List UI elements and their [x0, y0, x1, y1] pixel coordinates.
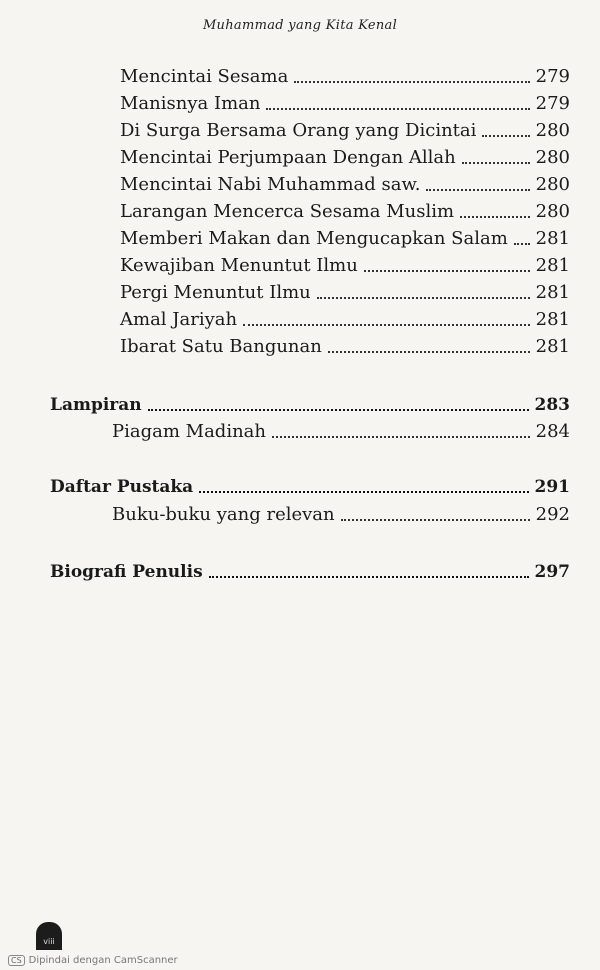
toc-entry-title: Mencintai Nabi Muhammad saw.: [120, 174, 421, 195]
toc-entry-page: 281: [535, 336, 570, 357]
toc-entry-page: 281: [535, 309, 570, 330]
toc-entry: [120, 93, 570, 115]
toc-entry: [120, 282, 570, 304]
toc-entry: [120, 147, 570, 169]
dot-leader: [462, 162, 530, 164]
toc-entry: [120, 66, 570, 88]
toc-entry-page: 280: [535, 174, 570, 195]
toc-entry-page: 280: [535, 147, 570, 168]
camscanner-icon: CS: [8, 955, 25, 966]
toc-entry-title: Pergi Menuntut Ilmu: [120, 282, 311, 303]
scanner-watermark: [8, 955, 178, 966]
dot-leader: [272, 436, 530, 438]
dot-leader: [364, 270, 530, 272]
dot-leader: [328, 351, 530, 353]
running-header: Muhammad yang Kita Kenal: [202, 18, 398, 33]
toc-entry-page: 281: [535, 282, 570, 303]
toc-entry-page: 281: [535, 255, 570, 276]
toc-entry-page: 279: [535, 66, 570, 87]
toc-entry: [120, 228, 570, 250]
toc-section-page: 291: [534, 477, 570, 497]
dot-leader: [209, 576, 529, 578]
toc-entry: [120, 336, 570, 358]
toc-entry-title: Mencintai Perjumpaan Dengan Allah: [120, 147, 456, 168]
toc-entry-page: 279: [535, 93, 570, 114]
dot-leader: [317, 297, 530, 299]
toc-section-page: 283: [534, 395, 570, 415]
page-number-tab: [36, 922, 62, 950]
dot-leader: [426, 189, 529, 191]
toc-entry-page: 280: [535, 120, 570, 141]
toc-entry: [120, 120, 570, 142]
toc-entry-page: 281: [535, 228, 570, 249]
toc-entry: [112, 421, 570, 443]
toc-section-title: Daftar Pustaka: [50, 477, 194, 497]
toc-entry-title: Mencintai Sesama: [120, 66, 289, 87]
toc-section-title: Biografi Penulis: [50, 562, 203, 582]
toc-entry-title: Buku-buku yang relevan: [112, 504, 335, 525]
dot-leader: [148, 409, 529, 411]
dot-leader: [341, 519, 530, 521]
toc-entry: [120, 309, 570, 331]
toc-entry: [112, 504, 570, 526]
dot-leader: [243, 324, 530, 326]
toc-entry-title: Di Surga Bersama Orang yang Dicintai: [120, 120, 477, 141]
dot-leader: [460, 216, 530, 218]
toc-section-title: Lampiran: [50, 395, 142, 415]
toc-entry: [120, 174, 570, 196]
toc-entry: [120, 255, 570, 277]
toc-entry-title: Larangan Mencerca Sesama Muslim: [120, 201, 455, 222]
toc-entry-title: Amal Jariyah: [120, 309, 238, 330]
toc-section-daftar-pustaka: [50, 476, 570, 498]
dot-leader: [482, 135, 529, 137]
toc-entry-page: 284: [535, 421, 570, 442]
toc-entry-title: Piagam Madinah: [112, 421, 267, 442]
toc-section-biografi-penulis: [50, 561, 570, 583]
dot-leader: [294, 81, 529, 83]
dot-leader: [199, 491, 528, 493]
toc-entry: [120, 201, 570, 223]
dot-leader: [266, 108, 529, 110]
toc-entry-title: Ibarat Satu Bangunan: [120, 336, 322, 357]
toc-entry-page: 292: [535, 504, 570, 525]
toc-entry-title: Kewajiban Menuntut Ilmu: [120, 255, 358, 276]
toc-entry-page: 280: [535, 201, 570, 222]
toc-entry-title: Memberi Makan dan Mengucapkan Salam: [120, 228, 508, 249]
page-number: viii: [43, 937, 55, 946]
dot-leader: [514, 243, 530, 245]
toc-section-lampiran: [50, 394, 570, 416]
toc-entry-title: Manisnya Iman: [120, 93, 261, 114]
toc-section-page: 297: [534, 562, 570, 582]
scanner-text: Dipindai dengan CamScanner: [28, 955, 178, 966]
